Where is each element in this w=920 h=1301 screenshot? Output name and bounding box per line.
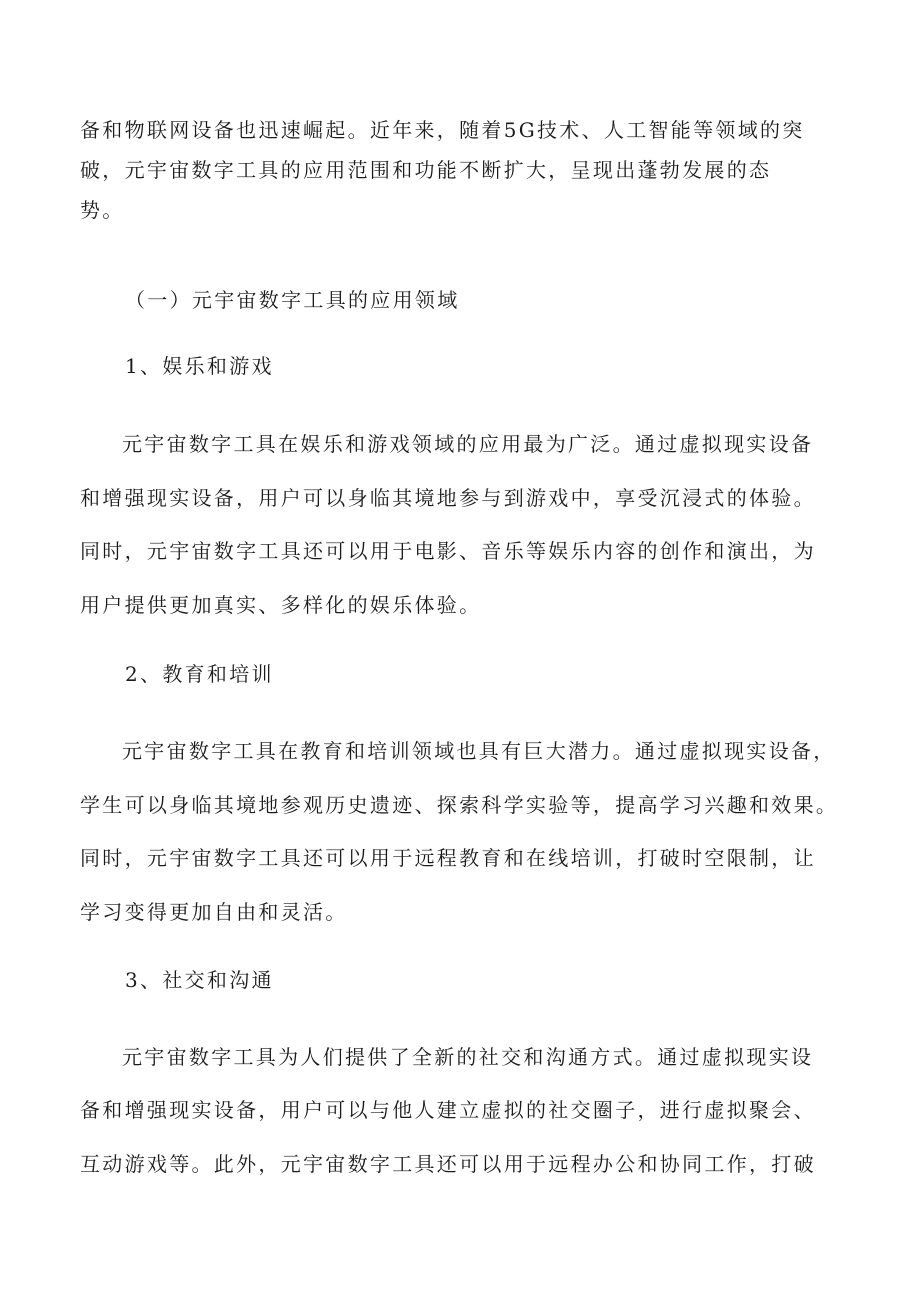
paragraph-line: 势。 [80,198,125,222]
paragraph-line: 学习变得更加自由和灵活。 [80,900,348,924]
paragraph-line: 用户提供更加真实、多样化的娱乐体验。 [80,593,482,617]
paragraph-line: 同时，元宇宙数字工具还可以用于远程教育和在线培训，打破时空限制，让 [80,846,816,870]
paragraph-line: 和增强现实设备，用户可以身临其境地参与到游戏中，享受沉浸式的体验。 [80,486,816,510]
paragraph-line: 备和增强现实设备，用户可以与他人建立虚拟的社交圈子，进行虚拟聚会、 [80,1098,816,1122]
paragraph-line: 元宇宙数字工具在娱乐和游戏领域的应用最为广泛。通过虚拟现实设备 [122,432,814,456]
subsection-heading: 2、教育和培训 [125,662,274,686]
paragraph-line: 互动游戏等。此外，元宇宙数字工具还可以用于远程办公和协同工作，打破 [80,1152,816,1176]
paragraph-line: 破，元宇宙数字工具的应用范围和功能不断扩大，呈现出蓬勃发展的态 [80,158,772,182]
subsection-heading: 1、娱乐和游戏 [125,354,274,378]
section-heading: （一）元宇宙数字工具的应用领域 [125,288,460,312]
subsection-heading: 3、社交和沟通 [125,968,274,992]
paragraph-line: 备和物联网设备也迅速崛起。近年来，随着5G技术、人工智能等领域的突 [80,118,805,142]
paragraph-line: 元宇宙数字工具为人们提供了全新的社交和沟通方式。通过虚拟现实设 [122,1045,814,1069]
paragraph-line: 学生可以身临其境地参观历史遗迹、探索科学实验等，提高学习兴趣和效果。 [80,793,839,817]
paragraph-line: 元宇宙数字工具在教育和培训领域也具有巨大潜力。通过虚拟现实设备， [122,739,836,763]
paragraph-line: 同时，元宇宙数字工具还可以用于电影、音乐等娱乐内容的创作和演出，为 [80,539,816,563]
